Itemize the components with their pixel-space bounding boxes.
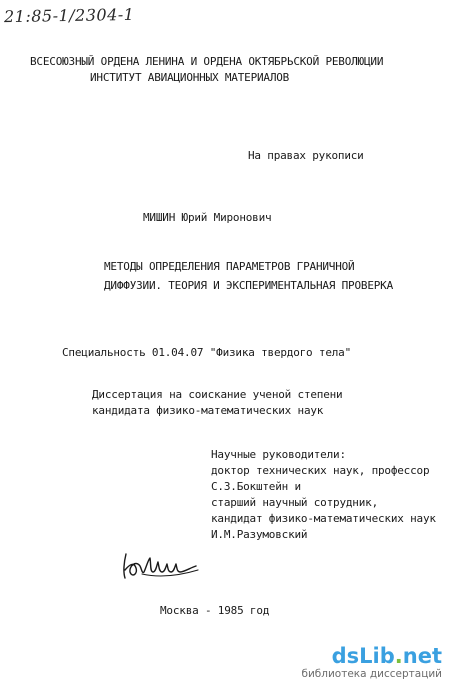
supervisor-line: И.М.Разумовский bbox=[211, 528, 308, 541]
watermark bbox=[301, 645, 442, 681]
specialty: Специальность 01.04.07 "Физика твердого тела" bbox=[62, 346, 352, 359]
dissertation-title-line-2: ДИФФУЗИИ. ТЕОРИЯ И ЭКСПЕРИМЕНТАЛЬНАЯ ПРОВЕРКА bbox=[104, 279, 394, 292]
supervisor-line: кандидат физико-математических наук bbox=[211, 512, 436, 525]
watermark-subtitle: библиотека диссертаций bbox=[301, 668, 442, 680]
institution-line-2: ИНСТИТУТ АВИАЦИОННЫХ МАТЕРИАЛОВ bbox=[90, 71, 290, 84]
supervisor-line: С.З.Бокштейн и bbox=[211, 480, 301, 493]
dissertation-title-line-1: МЕТОДЫ ОПРЕДЕЛЕНИЯ ПАРАМЕТРОВ ГРАНИЧНОЙ bbox=[104, 260, 355, 273]
degree-line-2: кандидата физико-математических наук bbox=[92, 404, 324, 417]
handwritten-archive-code: 21:85-1/2304-1 bbox=[3, 4, 135, 27]
handwritten-signature bbox=[120, 548, 200, 584]
watermark-logo: dsLib.net bbox=[331, 644, 442, 668]
institution-line-1: ВСЕСОЮЗНЫЙ ОРДЕНА ЛЕНИНА И ОРДЕНА ОКТЯБРЬСКОЙ РЕВОЛЮЦИИ bbox=[30, 55, 384, 68]
supervisor-line: доктор технических наук, профессор bbox=[211, 464, 430, 477]
degree-line-1: Диссертация на соискание ученой степени bbox=[92, 388, 343, 401]
supervisors-heading: Научные руководители: bbox=[211, 448, 346, 461]
city-year: Москва - 1985 год bbox=[160, 604, 270, 617]
author-name: МИШИН Юрий Миронович bbox=[143, 211, 272, 224]
supervisor-line: старший научный сотрудник, bbox=[211, 496, 378, 509]
manuscript-rights: На правах рукописи bbox=[248, 149, 364, 162]
